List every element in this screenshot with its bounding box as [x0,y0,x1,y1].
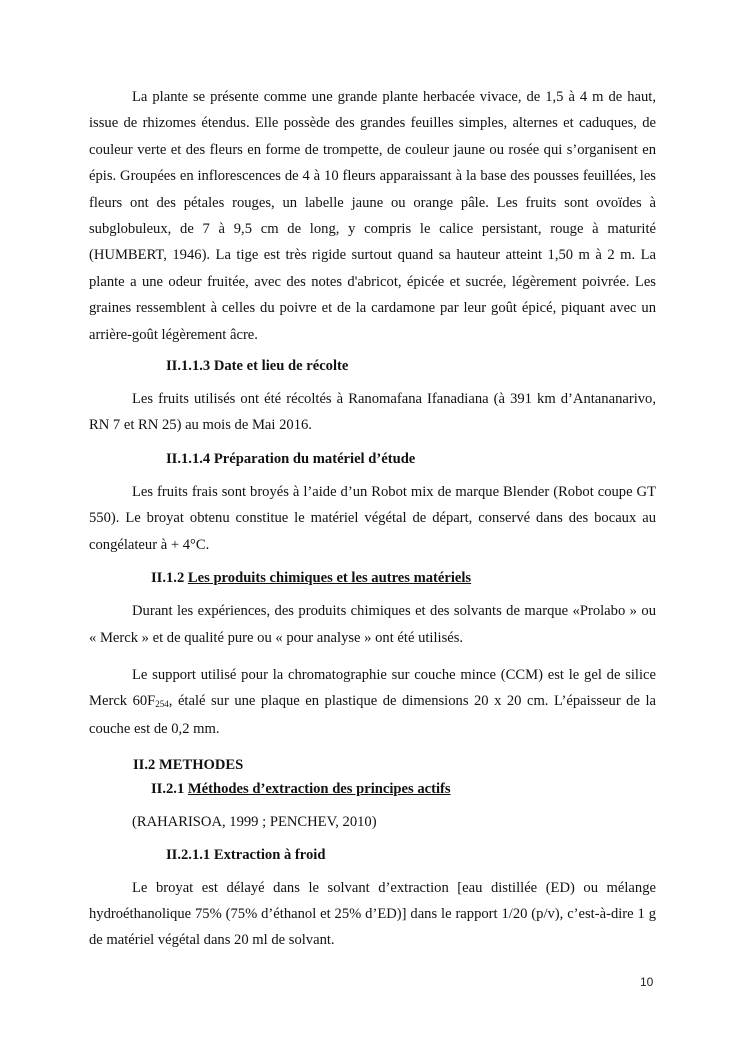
paragraph-extraction: Le broyat est délayé dans le solvant d’extraction [eau distillée (ED) ou mélange hydroéthanolique 75% (75% d’éthanol et 25% d’ED)] dans le rapport 1/20 (p/v), c’est-à-dire 1 g de matériel végétal dans 20 ml de solvant. [89,879,656,949]
heading-title: Méthodes d’extraction des principes actifs [187,781,451,798]
heading-extraction-froid: II.2.1.1 Extraction à froid [166,846,326,863]
page-number: 10 [640,975,654,989]
heading-preparation-materiel: II.1.1.4 Préparation du matériel d’étude [166,450,416,467]
paragraph-recolte: Les fruits utilisés ont été récoltés à Ranomafana Ifanadiana (à 391 km d’Antananarivo, RN 7 et RN 25) au mois de Mai 2016. [89,391,656,434]
paragraph-references: (RAHARISOA, 1999 ; PENCHEV, 2010) [132,814,377,831]
document-page [89,84,656,954]
paragraph-support-ccm-part1: Le support utilisé pour la chromatographie sur couche mince (CCM) est le gel de silice Merck 60F [89,666,656,710]
heading-date-lieu-recolte: II.1.1.3 Date et lieu de récolte [166,358,349,375]
paragraph-produits: Durant les expériences, des produits chimiques et des solvants de marque «Prolabo » ou « Merck » et de qualité pure ou « pour analyse » ont été utilisés. [89,603,656,646]
heading-number: II.1.2 [151,570,185,587]
paragraph-support-ccm-part2: , étalé sur une plaque en plastique de dimensions 20 x 20 cm. L’épaisseur de la couche est de 0,2 mm. [89,693,656,737]
paragraph-support-ccm [89,662,656,742]
heading-produits-chimiques [89,565,656,591]
paragraph-plant-description: La plante se présente comme une grande plante herbacée vivace, de 1,5 à 4 m de haut, issue de rhizomes étendus. Elle possède des grandes feuilles simples, alternes et caduques, de couleur verte et des fleurs en forme de trompette, de couleur jaune ou rosée qui s’organisent en épis. Groupées en inflorescences de 4 à 10 fleurs apparaissant à la base des pousses feuillées, les fleurs ont des pétales rouges, un labelle jaune ou orange pâle. Les fruits sont ovoïdes à subglobuleux, de 7 à 9,5 cm de long, y compris le calice persistant, rouge à maturité (HUMBERT, 1946). La tige est très rigide surtout quand sa hauteur atteint 1,50 m à 2 m. La plante a une odeur fruitée, avec des notes d'abricot, épicée et sucrée, légèrement poivrée. Les graines ressemblent à celles du poivre et de la cardamone par leur goût épicé, piquant avec un arrière-goût légèrement âcre. [89,89,656,343]
heading-methodes: II.2 METHODES [133,757,244,774]
subscript-254: 254 [155,699,169,710]
heading-number: II.2.1 [151,781,185,798]
heading-title: Les produits chimiques et les autres matériels [187,570,472,587]
paragraph-preparation: Les fruits frais sont broyés à l’aide d’un Robot mix de marque Blender (Robot coupe GT 550). Le broyat obtenu constitue le matériel végétal de départ, conservé dans des bocaux au congélateur à + 4°C. [89,483,656,553]
heading-methodes-extraction [89,776,656,802]
